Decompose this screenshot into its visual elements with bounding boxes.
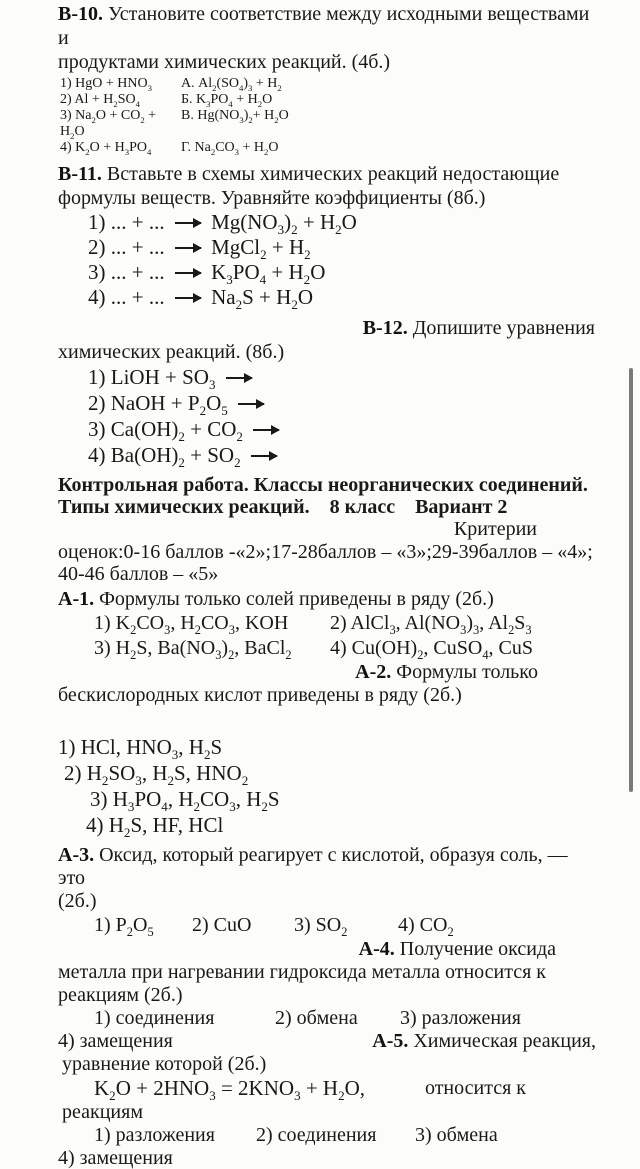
reaction-arrow-icon	[253, 429, 279, 431]
task-a1-text: Формулы только солей приведены в ряду (2б.)	[99, 588, 494, 610]
matching-left: 2) $Al + H_2SO_4$	[60, 92, 140, 109]
option: 3) $H_2S$, $Ba(NO_3)_2$, BaCl$_2$	[94, 637, 292, 662]
task-b11-statement	[58, 162, 598, 210]
task-a5-label: А-5.	[372, 1030, 409, 1052]
option: 2) AlCl$_3$, $Al(NO_3)_3$, $Al_2S_3$	[330, 612, 532, 637]
task-b12-label: В-12.	[362, 317, 408, 339]
task-b10-text: Установите соответствие между исходными веществами и продуктами химических реакций. (4б.)	[58, 3, 595, 73]
reaction-arrow-icon	[175, 222, 201, 224]
task-a2-intro: Формулы только	[396, 661, 538, 683]
equation-line: 3) ... + ... $K_3PO_4 + H_2O$	[88, 260, 326, 288]
task-b10-label: В-10.	[58, 3, 103, 25]
matching-row	[60, 92, 598, 108]
options-row	[94, 611, 598, 636]
option: 3) разложения	[400, 1007, 521, 1029]
task-a4-statement	[58, 938, 556, 961]
reaction-arrow-icon	[238, 403, 264, 405]
equation-line: 2) NaOH + $P_2O_5$	[88, 390, 598, 416]
task-b12-statement	[58, 316, 595, 340]
task-b12-continuation: химических реакций. (8б.)	[58, 341, 285, 363]
matching-right: Б. $K_3PO_4 + H_2O$	[181, 92, 273, 109]
task-b12-equations	[88, 364, 598, 471]
task-a5-statement	[372, 1030, 596, 1053]
option: 2) $H_2SO_3$, $H_2S$, $HNO_2$	[64, 761, 249, 789]
option: 3) $SO_2$	[294, 914, 348, 939]
task-a1-options	[94, 611, 598, 661]
option: 1) HCl, $HNO_3$, $H_2S$	[58, 735, 223, 763]
task-a2-statement	[58, 661, 538, 684]
task-a3-text: Оксид, который реагирует с кислотой, образуя соль, — это (2б.)	[58, 844, 573, 912]
equation-line: 1) LiOH + $SO_3$	[88, 364, 598, 390]
task-a2-continuation: бескислородных кислот приведены в ряду (2б.)	[58, 684, 462, 706]
matching-row	[60, 76, 598, 92]
matching-right: А. $Al_2(SO_4)_3 + H_2$	[181, 76, 282, 93]
task-a5-equation-row	[94, 1076, 598, 1104]
option: 3) обмена	[415, 1124, 498, 1146]
reaction-arrow-icon	[251, 455, 277, 457]
task-a1-label: А-1.	[58, 588, 95, 610]
title-line-2: Типы химических реакций. 8 класс Вариант 2	[58, 496, 508, 518]
equation-line: 4) $Ba(OH)_2 + SO_2$	[88, 442, 598, 468]
matching-row	[60, 140, 598, 156]
task-b12-intro: Допишите уравнения	[412, 317, 595, 339]
option: 4) замещения	[58, 1030, 173, 1052]
option: 1) соединения	[94, 1007, 215, 1029]
matching-right: В. $Hg(NO_3)_2+ H_2O$	[181, 108, 289, 125]
reaction-arrow-icon	[175, 272, 201, 274]
task-b11-equations	[88, 210, 598, 313]
reaction-arrow-icon	[226, 377, 252, 379]
task-a5-option4: 4) замещения	[58, 1147, 173, 1169]
criteria-line-2: 40-46 баллов – «5»	[58, 563, 219, 585]
option: 3) $H_3PO_4$, $H_2CO_3$, $H_2S$	[90, 787, 280, 815]
task-a4-label: А-4.	[358, 938, 395, 960]
task-a4-options	[94, 1007, 598, 1030]
task-a2-label: А-2.	[355, 661, 392, 683]
task-a3-statement	[58, 844, 598, 913]
task-a4-option4-and-a5-heading	[58, 1030, 598, 1053]
option: 1) $P_2O_5$	[94, 914, 154, 939]
option: 2) соединения	[256, 1124, 377, 1146]
task-a2-options	[58, 734, 598, 841]
option: 2) CuO	[192, 914, 252, 936]
reaction-arrow-icon	[175, 297, 201, 299]
title-line-1: Контрольная работа. Классы неорганических соединений.	[58, 474, 588, 496]
task-a4-continuation: металла при нагревании гидроксида металла относится к реакциям (2б.)	[58, 961, 547, 1006]
equation-line: 3) $Ca(OH)_2 + CO_2$	[88, 416, 598, 442]
scrollbar-thumb[interactable]	[629, 368, 633, 792]
option: 1) $K_2CO_3$, $H_2CO_3$, KOH	[94, 612, 289, 637]
task-a5-line3: реакциям	[62, 1101, 143, 1123]
task-a5-equation-tail: относится к	[424, 1077, 526, 1099]
criteria-line-1: оценок:0-16 баллов -«2»;17-28баллов – «3»;29-39баллов – «4»;	[58, 541, 593, 563]
document-title	[58, 474, 598, 518]
equation-line: 1) ... + ... $Mg(NO_3)_2 + H_2O$	[88, 210, 357, 238]
option: 1) разложения	[94, 1124, 215, 1146]
reaction-arrow-icon	[175, 247, 201, 249]
task-a3-label: А-3.	[58, 844, 95, 866]
matching-left: 4) $K_2O + H_3PO_4$	[60, 140, 152, 157]
task-a4-intro: Получение оксида	[399, 938, 556, 960]
option: 4) $Cu(OH)_2$, CuSO$_4$, CuS	[330, 637, 533, 662]
task-b10-matching-list	[60, 76, 598, 156]
options-row	[94, 636, 598, 661]
task-b11-label: В-11.	[58, 163, 102, 185]
option: 4) $CO_2$	[398, 914, 454, 939]
matching-right: Г. $Na_2CO_3 + H_2O$	[181, 140, 279, 157]
task-a5-continuation: уравнение которой (2б.)	[62, 1053, 267, 1075]
equation-line: 2) ... + ... MgCl$_2$ + $H_2$	[88, 235, 311, 263]
option: 4) $H_2S$, HF, HCl	[86, 813, 224, 841]
task-a3-options	[94, 913, 598, 938]
matching-row	[60, 108, 598, 140]
equation-line: $K_2O + 2HNO_3 = 2KNO_3 + H_2O$,	[94, 1076, 366, 1104]
task-a5-intro: Химическая реакция,	[413, 1030, 596, 1052]
task-a1-statement	[58, 587, 598, 611]
task-b10-statement	[58, 2, 598, 74]
matching-left: 1) HgO + $HNO_3$	[60, 76, 152, 93]
option: 2) обмена	[275, 1007, 358, 1029]
task-a5-options	[94, 1124, 598, 1147]
equation-line: 4) ... + ... $Na_2S + H_2O$	[88, 285, 313, 313]
task-b11-text: Вставьте в схемы химических реакций недостающие формулы веществ. Уравняйте коэффициенты (8б.)	[58, 163, 560, 209]
matching-left: 3) $Na_2O + CO_2 + H_2O$	[60, 108, 157, 141]
criteria-heading: Критерии	[453, 518, 537, 540]
